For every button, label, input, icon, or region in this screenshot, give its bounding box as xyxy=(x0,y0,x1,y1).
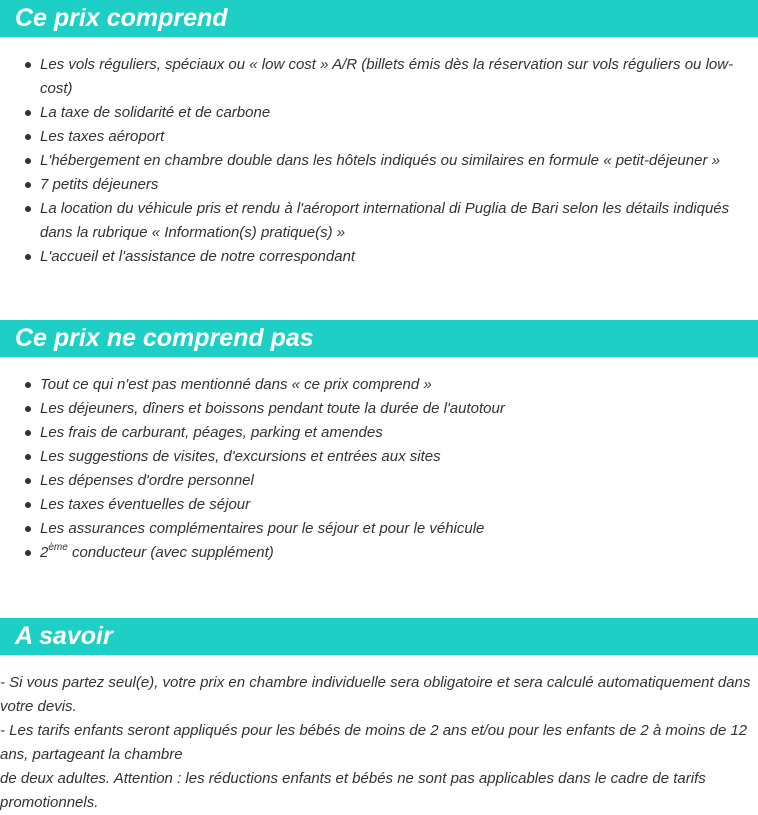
list-item: La taxe de solidarité et de carbone xyxy=(0,101,758,125)
a-savoir-text xyxy=(0,671,758,815)
list-item: Les dépenses d'ordre personnel xyxy=(0,469,758,493)
list-item: 7 petits déjeuners xyxy=(0,173,758,197)
price-excludes-list xyxy=(0,373,758,565)
a-savoir-line: de deux adultes. Attention : les réductions enfants et bébés ne sont pas applicables dans le cadre de tarifs promotionnels. xyxy=(0,770,706,811)
list-item: Les taxes éventuelles de séjour xyxy=(0,493,758,517)
a-savoir-line: - Les tarifs enfants seront appliqués pour les bébés de moins de 2 ans et/ou pour les enfants de 2 à moins de 12 ans, partageant la chambre xyxy=(0,722,748,763)
second-driver-number: 2 xyxy=(40,544,49,561)
list-item: Les taxes aéroport xyxy=(0,125,758,149)
list-item: Tout ce qui n'est pas mentionné dans « ce prix comprend » xyxy=(0,373,758,397)
list-item: L'hébergement en chambre double dans les hôtels indiqués ou similaires en formule « petit-déjeuner » xyxy=(0,149,758,173)
price-includes-list xyxy=(0,53,758,269)
list-item: Les déjeuners, dîners et boissons pendant toute la durée de l'autotour xyxy=(0,397,758,421)
section-header-a-savoir: A savoir xyxy=(0,618,758,655)
section-header-price-excludes: Ce prix ne comprend pas xyxy=(0,320,758,357)
list-item: Les frais de carburant, péages, parking et amendes xyxy=(0,421,758,445)
second-driver-text: conducteur (avec supplément) xyxy=(67,544,274,561)
list-item: Les suggestions de visites, d'excursions et entrées aux sites xyxy=(0,445,758,469)
list-item: Les assurances complémentaires pour le séjour et pour le véhicule xyxy=(0,517,758,541)
list-item: La location du véhicule pris et rendu à l'aéroport international di Puglia de Bari selon les détails indiqués dans la rubrique « Information(s) pratique(s) » xyxy=(0,197,758,245)
a-savoir-line: - Si vous partez seul(e), votre prix en chambre individuelle sera obligatoire et sera calculé automatiquement dans votre devis. xyxy=(0,674,751,715)
list-item: Les vols réguliers, spéciaux ou « low cost » A/R (billets émis dès la réservation sur vols réguliers ou low-cost) xyxy=(0,53,758,101)
list-item-second-driver xyxy=(0,541,758,565)
section-header-price-includes: Ce prix comprend xyxy=(0,0,758,37)
second-driver-superscript: ème xyxy=(48,542,68,553)
list-item: L'accueil et l'assistance de notre correspondant xyxy=(0,245,758,269)
